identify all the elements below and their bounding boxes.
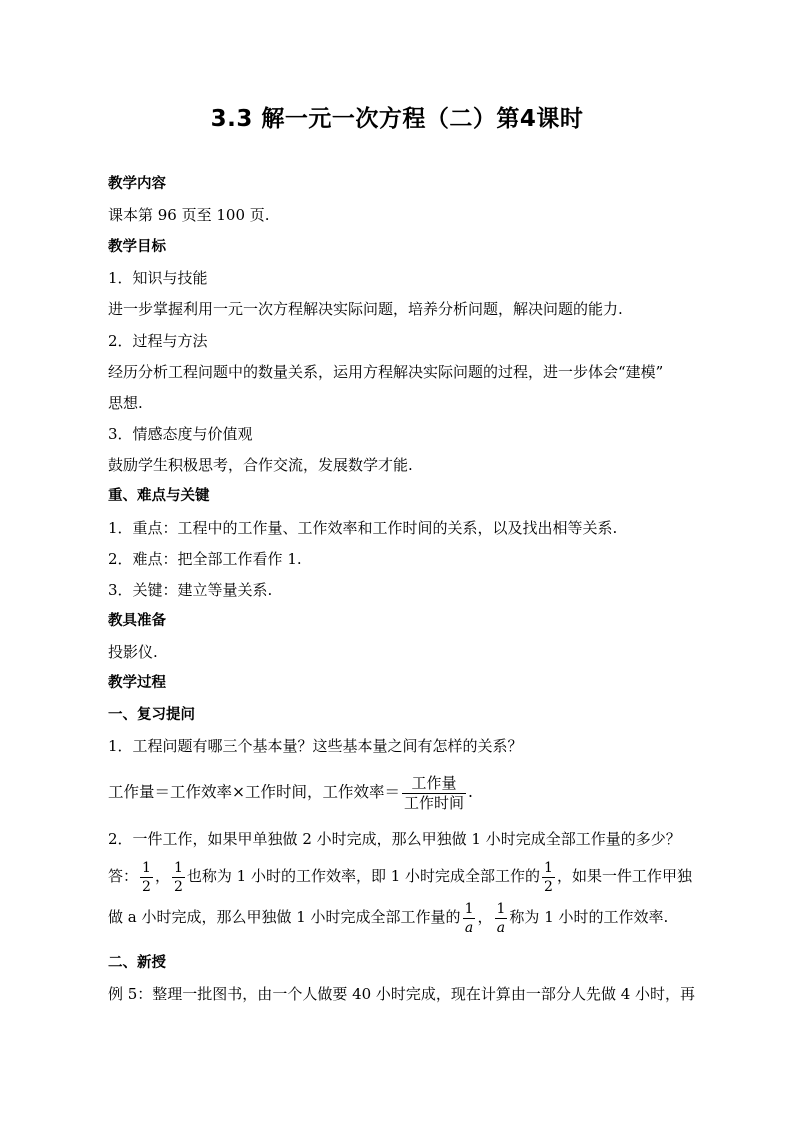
fraction-denominator: a	[496, 919, 506, 936]
answer-mid-1: 也称为 1 小时的工作效率，即 1 小时完成全部工作的	[186, 867, 541, 885]
goal1-title: 1．知识与技能	[108, 269, 208, 287]
key-point-1: 1．重点：工程中的工作量、工作效率和工作时间的关系，以及找出相等关系.	[108, 519, 618, 537]
question-2: 2．一件工作，如果甲单独做 2 小时完成，那么甲独做 1 小时完成全部工作量的多少？	[108, 830, 681, 848]
goal2-text-a: 经历分析工程问题中的数量关系，运用方程解决实际问题的过程，进一步体会“建模”	[108, 363, 664, 381]
fraction-denominator: 2	[142, 878, 151, 895]
answer-comma: ，	[154, 867, 170, 885]
answer-line-2	[108, 895, 718, 939]
goal1-text: 进一步掌握利用一元一次方程解决实际问题，培养分析问题，解决问题的能力.	[108, 300, 623, 318]
formula-line	[108, 770, 718, 814]
fraction-one-half	[140, 861, 153, 894]
heading-new-lesson: 二、新授	[108, 955, 166, 971]
answer-prefix: 答：	[108, 867, 139, 885]
example-5: 例 5：整理一批图书，由一个人做要 40 小时完成，现在计算由一部分人先做 4 小时，再	[108, 985, 696, 1003]
fraction-numerator: 1	[464, 900, 474, 917]
fraction-one-half-2	[172, 861, 185, 894]
heading-review: 一、复习提问	[108, 707, 195, 723]
fraction-numerator: 1	[142, 859, 151, 876]
question-1: 1．工程问题有哪三个基本量？这些基本量之间有怎样的关系？	[108, 737, 523, 755]
formula-fraction	[402, 773, 466, 812]
answer-mid-2: ，如果一件工作甲独	[556, 867, 692, 885]
tools-text: 投影仪.	[108, 643, 158, 661]
fraction-numerator: 1	[544, 859, 553, 876]
goal3-title: 3．情感态度与价值观	[108, 425, 253, 443]
formula-denominator: 工作时间	[404, 793, 465, 812]
answer2-suffix: 称为 1 小时的工作效率.	[509, 908, 669, 926]
heading-key-points: 重、难点与关键	[108, 488, 210, 504]
fraction-one-over-a	[463, 902, 476, 935]
fraction-denominator: a	[464, 919, 474, 936]
content-text: 课本第 96 页至 100 页.	[108, 206, 270, 224]
fraction-one-over-a-2	[495, 902, 508, 935]
answer-line-1	[108, 856, 718, 896]
page-title: 3.3 解一元一次方程（二）第4课时	[210, 106, 584, 132]
fraction-numerator: 1	[173, 859, 183, 876]
heading-teaching-content: 教学内容	[108, 176, 166, 192]
heading-teaching-tools: 教具准备	[108, 613, 166, 629]
formula-text: 工作量＝工作效率×工作时间，工作效率＝	[108, 783, 400, 801]
goal2-text-b: 思想.	[108, 394, 143, 412]
fraction-denominator: 2	[544, 878, 553, 895]
fraction-denominator: 2	[173, 878, 183, 895]
heading-teaching-goals: 教学目标	[108, 239, 166, 255]
key-point-3: 3．关键：建立等量关系.	[108, 581, 273, 599]
fraction-numerator: 1	[496, 900, 506, 917]
goal3-text: 鼓励学生积极思考，合作交流，发展数学才能.	[108, 456, 413, 474]
answer2-prefix: 做 a 小时完成，那么甲独做 1 小时完成全部工作量的	[108, 908, 461, 926]
heading-teaching-process: 教学过程	[108, 675, 166, 691]
goal2-title: 2．过程与方法	[108, 332, 208, 350]
fraction-one-half-3	[542, 861, 555, 894]
formula-numerator: 工作量	[402, 776, 466, 794]
answer2-comma: ，	[477, 908, 493, 926]
key-point-2: 2．难点：把全部工作看作 1.	[108, 550, 302, 568]
formula-end: .	[468, 783, 473, 801]
